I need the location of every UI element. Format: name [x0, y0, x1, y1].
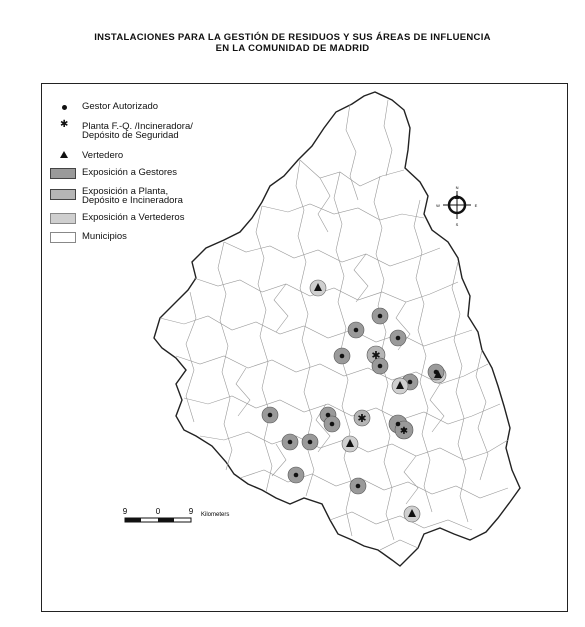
planta-marker: ✱: [357, 412, 367, 425]
gestor-marker: [294, 473, 299, 478]
scale-mid-label: 0: [155, 507, 161, 516]
gestor-marker: [330, 422, 335, 427]
exp-planta-swatch-icon: [50, 189, 76, 200]
gestor-marker: [308, 440, 313, 445]
compass-e: E: [474, 203, 478, 208]
legend-label-exp-vertederos: Exposición a Vertederos: [82, 212, 185, 223]
planta-marker: ✱: [399, 426, 409, 437]
scale-left-label: 9: [122, 507, 128, 516]
legend-label-exp-planta-line2: Depósito e Incineradora: [82, 195, 183, 206]
gestor-marker: [340, 354, 345, 359]
legend-label-exp-planta-line1: Exposición a Planta,: [82, 186, 169, 197]
legend-label-planta-line2: Depósito de Seguridad: [82, 130, 179, 141]
exp-vertederos-swatch-icon: [50, 213, 76, 224]
gestor-marker: [378, 314, 383, 319]
gestor-marker: [268, 413, 273, 418]
municipios-swatch-icon: [50, 232, 76, 243]
scale-unit-label: Kilometers: [201, 512, 230, 518]
gestor-dot-icon: [62, 105, 67, 110]
gestor-marker: [354, 328, 359, 333]
legend-label-planta: [82, 122, 193, 140]
gestor-marker: [378, 364, 383, 369]
map-title-line2: EN LA COMUNIDAD DE MADRID: [215, 43, 370, 54]
legend-label-municipios: Municipios: [82, 231, 127, 242]
gestor-marker: [326, 413, 331, 418]
scale-bar: [123, 507, 230, 522]
planta-star-icon: ✱: [60, 119, 69, 130]
map-title-line1: INSTALACIONES PARA LA GESTIÓN DE RESIDUOS Y SUS ÁREAS DE INFLUENCIA: [94, 32, 491, 43]
compass-n: N: [455, 185, 459, 190]
exp-gestores-swatch-icon: [50, 168, 76, 179]
vertedero-triangle-icon: [60, 151, 68, 158]
legend-label-exp-gestores: Exposición a Gestores: [82, 167, 178, 178]
region-outline: [154, 92, 520, 566]
compass-rose: [436, 185, 478, 227]
gestor-marker: [396, 336, 401, 341]
legend-label-vertedero: Vertedero: [82, 150, 124, 161]
legend-label-exp-planta: [82, 187, 183, 205]
scale-right-label: 9: [188, 507, 194, 516]
gestor-marker: [356, 484, 361, 489]
legend-label-gestor: Gestor Autorizado: [82, 101, 159, 112]
planta-marker: ✱: [371, 349, 381, 362]
compass-s: S: [455, 222, 459, 227]
gestor-marker: [288, 440, 293, 445]
compass-w: W: [436, 203, 440, 208]
legend-label-planta-line1: Planta F.-Q. /Incineradora/: [82, 121, 193, 132]
gestor-marker: [408, 380, 413, 385]
